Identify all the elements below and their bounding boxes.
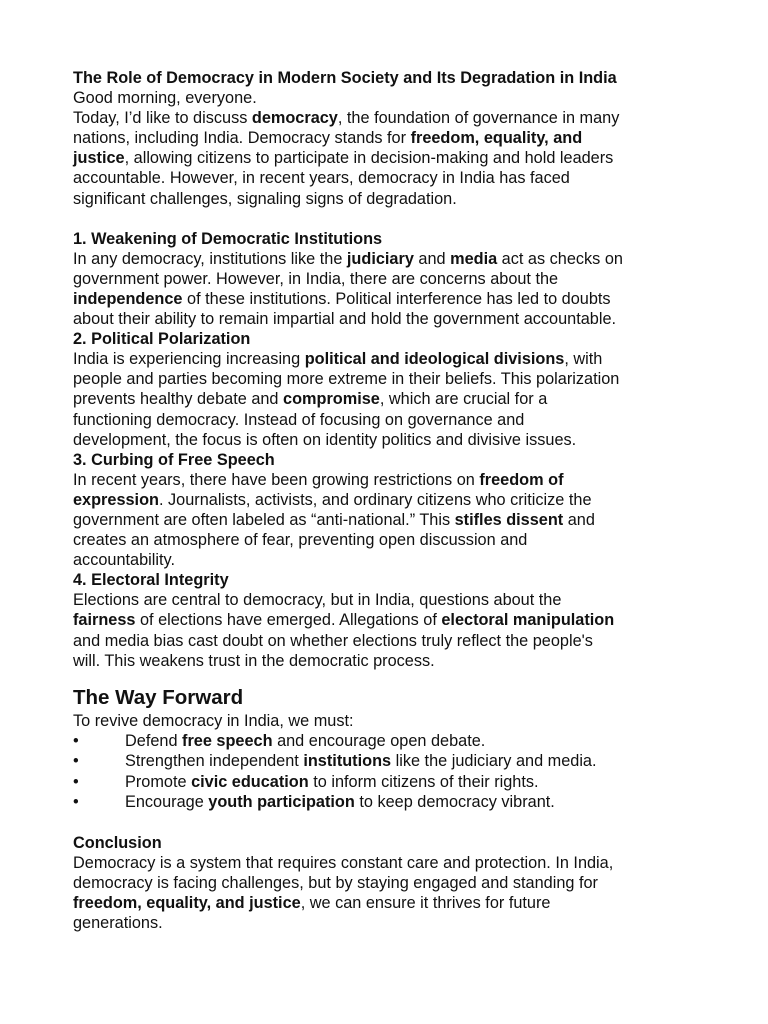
bold-text: independence <box>73 289 183 308</box>
bullet-icon: • <box>73 793 79 812</box>
text-run: will. This weakens trust in the democratic process. <box>73 651 435 670</box>
text-run: functioning democracy. Instead of focusing on governance and <box>73 410 525 429</box>
bold-text: freedom, equality, and <box>410 129 583 148</box>
section-heading: 3. Curbing of Free Speech <box>73 450 275 469</box>
bold-text: compromise <box>283 390 380 409</box>
text-run: . Journalists, activists, and ordinary citizens who criticize the <box>158 490 592 509</box>
text-line <box>73 550 698 570</box>
text-run: Democracy is a system that requires constant care and protection. In India, <box>73 853 614 872</box>
text-run: people and parties becoming more extreme in their beliefs. This polarization <box>73 370 620 389</box>
list-item <box>73 772 698 793</box>
text-run: , which are crucial for a <box>379 390 548 409</box>
conclusion-section <box>73 833 698 933</box>
text-run: , allowing citizens to participate in decision-making and hold leaders <box>124 149 614 168</box>
spacer <box>73 813 698 833</box>
text-line <box>73 470 698 490</box>
text-run: act as checks on <box>497 249 623 268</box>
bullet-icon: • <box>73 772 79 791</box>
text-run: Elections are central to democracy, but in India, questions about the <box>73 591 562 610</box>
way-forward-heading: The Way Forward <box>73 685 244 709</box>
text-line <box>73 189 698 209</box>
text-line <box>73 269 698 289</box>
text-line <box>73 88 698 108</box>
list-item <box>73 792 698 813</box>
bold-text: democracy <box>251 109 338 128</box>
bold-text: media <box>450 249 498 268</box>
text-line <box>73 651 698 671</box>
text-line <box>73 389 698 409</box>
bold-text: electoral manipulation <box>441 611 615 630</box>
text-run: Today, I’d like to discuss <box>73 109 252 128</box>
spacer <box>73 671 698 683</box>
text-run: creates an atmosphere of fear, preventing open discussion and <box>73 531 528 550</box>
way-forward-intro: To revive democracy in India, we must: <box>73 711 354 730</box>
spacer <box>73 209 698 229</box>
text-run: Promote <box>125 772 192 791</box>
bold-text: expression <box>73 490 159 509</box>
bold-text: youth participation <box>208 793 355 812</box>
text-run: Strengthen independent <box>125 752 304 771</box>
section-heading: 1. Weakening of Democratic Institutions <box>73 229 383 248</box>
text-line <box>73 410 698 430</box>
text-run: and media bias cast doubt on whether elections truly reflect the people's <box>73 631 593 650</box>
text-run: about their ability to remain impartial and hold the government accountable. <box>73 310 617 329</box>
text-line <box>73 893 698 913</box>
text-line <box>73 369 698 389</box>
bold-text: fairness <box>73 611 136 630</box>
text-run: , we can ensure it thrives for future <box>300 894 551 913</box>
text-line <box>73 309 698 329</box>
text-run: , with <box>564 350 603 369</box>
section-1 <box>73 229 698 329</box>
bold-text: justice <box>73 149 125 168</box>
text-run: nations, including India. Democracy stands for <box>73 129 411 148</box>
text-line <box>73 590 698 610</box>
text-line <box>73 490 698 510</box>
text-line <box>73 913 698 933</box>
text-line <box>73 873 698 893</box>
bullet-icon: • <box>73 752 79 771</box>
text-line <box>73 853 698 873</box>
text-line <box>73 349 698 369</box>
text-run: and encourage open debate. <box>272 731 486 750</box>
bold-text: judiciary <box>346 249 414 268</box>
text-run: and <box>563 510 595 529</box>
text-line <box>73 249 698 269</box>
section-body <box>73 349 698 449</box>
text-run: and <box>413 249 451 268</box>
text-run: to inform citizens of their rights. <box>308 772 539 791</box>
text-line <box>73 530 698 550</box>
text-run: of these institutions. Political interference has led to doubts <box>182 289 611 308</box>
text-line <box>73 430 698 450</box>
section-3 <box>73 450 698 571</box>
text-run: Defend <box>125 731 183 750</box>
bold-text: institutions <box>303 752 392 771</box>
section-body <box>73 590 698 670</box>
text-line <box>73 128 698 148</box>
conclusion-body <box>73 853 698 933</box>
document-page <box>73 68 698 933</box>
text-line <box>73 289 698 309</box>
text-run: Good morning, everyone. <box>73 89 257 108</box>
bold-text: civic education <box>191 772 309 791</box>
bold-text: stifles dissent <box>454 510 564 529</box>
text-run: accountable. However, in recent years, democracy in India has faced <box>73 169 570 188</box>
section-2 <box>73 329 698 450</box>
text-run: government are often labeled as “anti-national.” This <box>73 510 455 529</box>
way-forward-list <box>73 731 698 813</box>
text-run: accountability. <box>73 551 175 570</box>
section-body <box>73 249 698 329</box>
conclusion-heading: Conclusion <box>73 833 162 852</box>
text-run: Encourage <box>125 793 209 812</box>
document-title: The Role of Democracy in Modern Society and Its Degradation in India <box>73 69 617 87</box>
text-line <box>73 108 698 128</box>
text-line <box>73 168 698 188</box>
text-run: , the foundation of governance in many <box>337 109 620 128</box>
text-run: of elections have emerged. Allegations of <box>135 611 442 630</box>
text-run: development, the focus is often on identity politics and divisive issues. <box>73 430 577 449</box>
section-4 <box>73 570 698 670</box>
text-run: In recent years, there have been growing restrictions on <box>73 470 480 489</box>
text-run: In any democracy, institutions like the <box>73 249 347 268</box>
text-run: significant challenges, signaling signs of degradation. <box>73 189 457 208</box>
bold-text: freedom of <box>479 470 564 489</box>
text-run: democracy is facing challenges, but by staying engaged and standing for <box>73 874 598 892</box>
way-forward-section <box>73 685 698 813</box>
text-run: government power. However, in India, there are concerns about the <box>73 269 559 288</box>
section-heading: 2. Political Polarization <box>73 330 251 349</box>
list-item <box>73 751 698 772</box>
text-run: to keep democracy vibrant. <box>354 793 555 812</box>
bullet-icon: • <box>73 731 79 750</box>
text-run: prevents healthy debate and <box>73 390 284 409</box>
text-line <box>73 610 698 630</box>
section-body <box>73 470 698 570</box>
text-line <box>73 148 698 168</box>
text-run: India is experiencing increasing <box>73 350 305 369</box>
bold-text: freedom, equality, and justice <box>73 894 301 913</box>
text-run: generations. <box>73 914 163 933</box>
section-heading: 4. Electoral Integrity <box>73 571 229 590</box>
intro-paragraph <box>73 88 698 209</box>
text-line <box>73 631 698 651</box>
text-run: like the judiciary and media. <box>391 752 597 771</box>
bold-text: free speech <box>182 731 273 750</box>
list-item <box>73 731 698 752</box>
text-line <box>73 510 698 530</box>
bold-text: political and ideological divisions <box>304 350 565 369</box>
